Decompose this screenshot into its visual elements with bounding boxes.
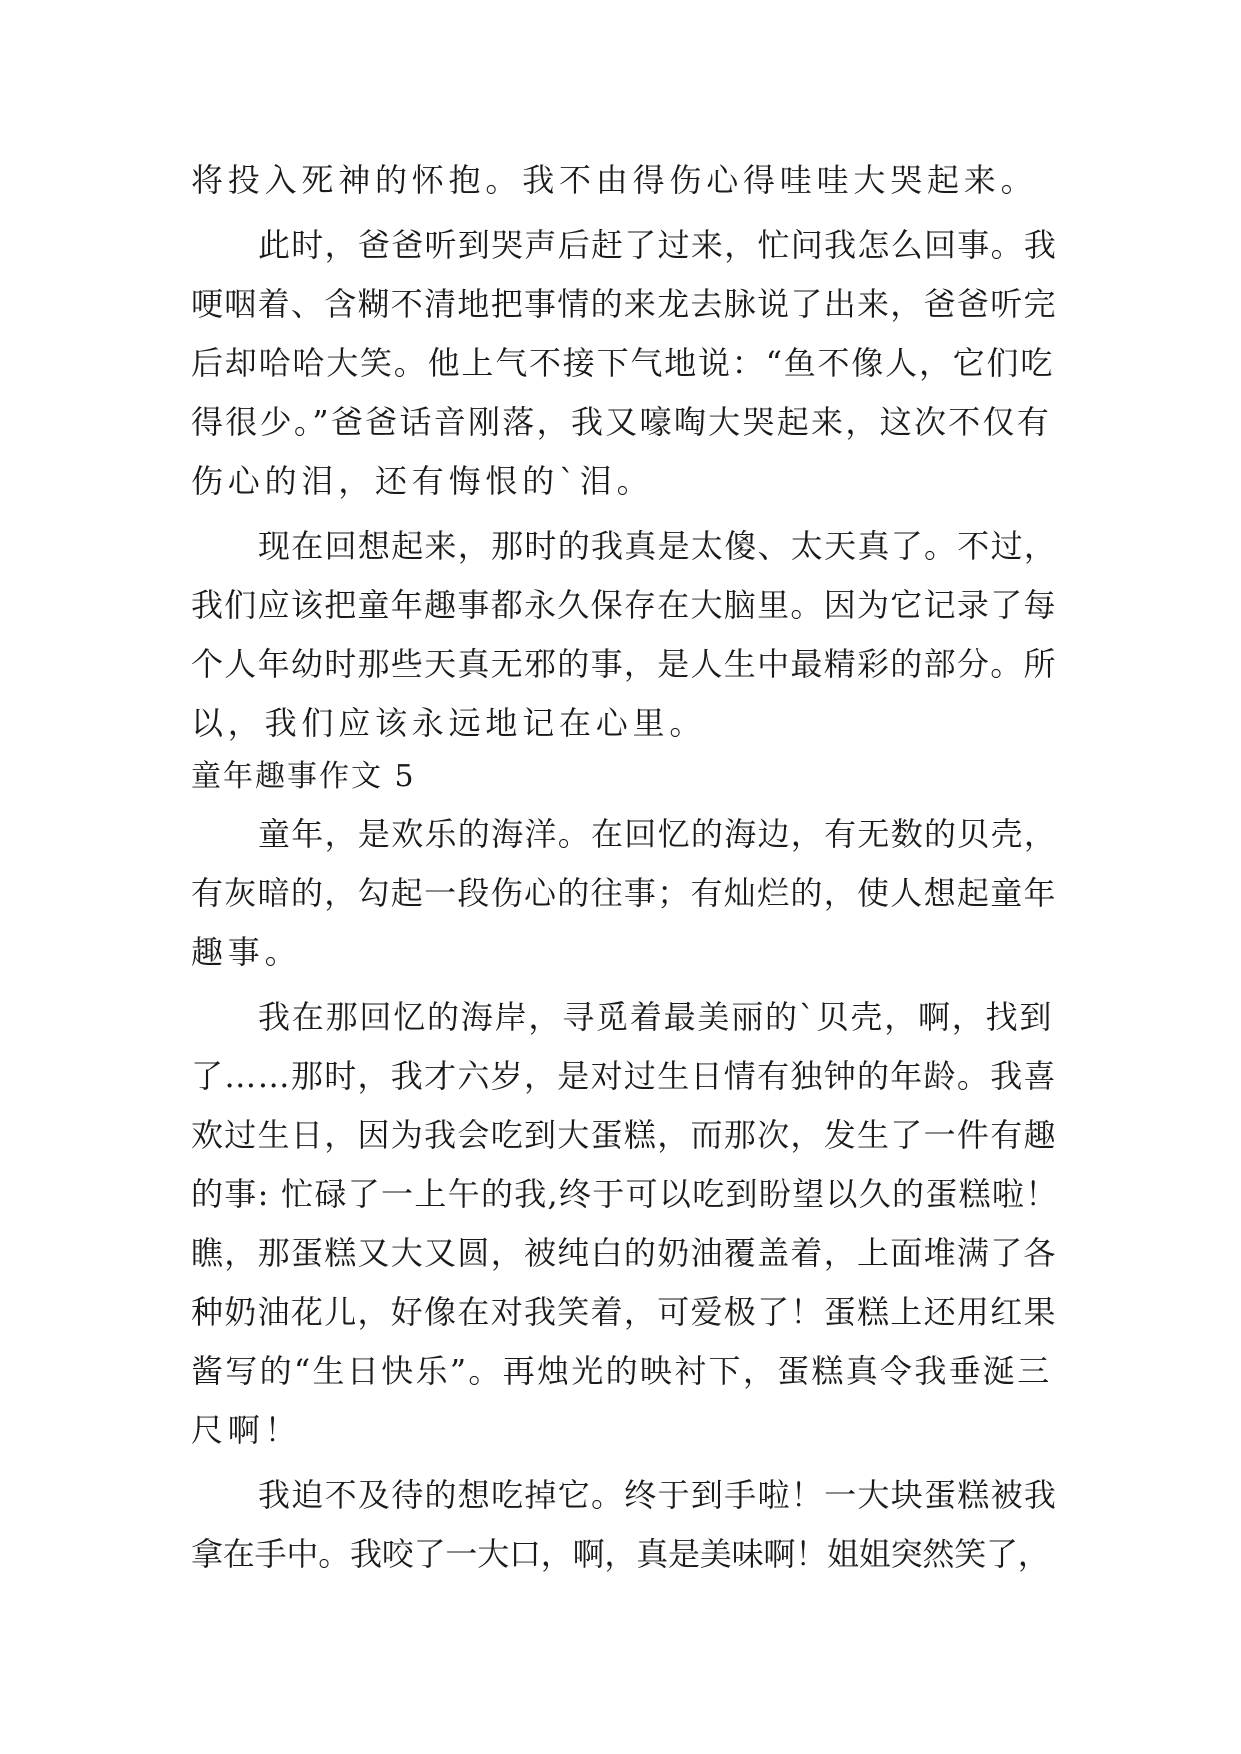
paragraph-first-line: 我在那回忆的海岸，寻觅着最美丽的`贝壳，啊，找到	[258, 998, 1054, 1036]
text-line: 伤心的泪，还有悔恨的`泪。	[191, 462, 654, 500]
text-line: 种奶油花儿，好像在对我笑着，可爱极了！蛋糕上还用红果	[191, 1293, 1057, 1331]
text-line: 个人年幼时那些天真无邪的事，是人生中最精彩的部分。所	[191, 645, 1057, 683]
text-line: 了……那时，我才六岁，是对过生日情有独钟的年龄。我喜	[191, 1057, 1057, 1095]
text-line: 趣事。	[191, 933, 302, 971]
paragraph-first-line: 我迫不及待的想吃掉它。终于到手啦！一大块蛋糕被我	[258, 1476, 1058, 1514]
text-line: 哽咽着、含糊不清地把事情的来龙去脉说了出来，爸爸听完	[191, 285, 1057, 323]
text-line: 以，我们应该永远地记在心里。	[191, 704, 707, 742]
text-line: 将投入死神的怀抱。我不由得伤心得哇哇大哭起来。	[191, 161, 1038, 199]
text-line: 瞧，那蛋糕又大又圆，被纯白的奶油覆盖着，上面堆满了各	[191, 1234, 1057, 1272]
paragraph-first-line: 现在回想起来，那时的我真是太傻、太天真了。不过，	[258, 527, 1058, 565]
text-line: 得很少。”爸爸话音刚落，我又嚎啕大哭起来，这次不仅有	[191, 403, 1052, 441]
text-line: 的事: 忙碌了一上午的我,终于可以吃到盼望以久的蛋糕啦！	[191, 1175, 1059, 1213]
section-heading: 童年趣事作文 5	[191, 759, 416, 794]
text-line: 酱写的“生日快乐”。再烛光的映衬下，蛋糕真令我垂涎三	[191, 1352, 1052, 1390]
text-line: 后却哈哈大笑。他上气不接下气地说：“鱼不像人，它们吃	[191, 344, 1055, 382]
paragraph-first-line: 此时，爸爸听到哭声后赶了过来，忙问我怎么回事。我	[258, 226, 1058, 264]
text-line: 有灰暗的，勾起一段伤心的往事；有灿烂的，使人想起童年	[191, 874, 1057, 912]
text-line: 拿在手中。我咬了一大口，啊，真是美味啊！姐姐突然笑了，	[191, 1535, 1050, 1573]
text-line: 尺啊！	[191, 1411, 302, 1449]
text-line: 我们应该把童年趣事都永久保存在大脑里。因为它记录了每	[191, 586, 1057, 624]
text-line: 欢过生日，因为我会吃到大蛋糕，而那次，发生了一件有趣	[191, 1116, 1057, 1154]
paragraph-first-line: 童年，是欢乐的海洋。在回忆的海边，有无数的贝壳，	[258, 815, 1058, 853]
